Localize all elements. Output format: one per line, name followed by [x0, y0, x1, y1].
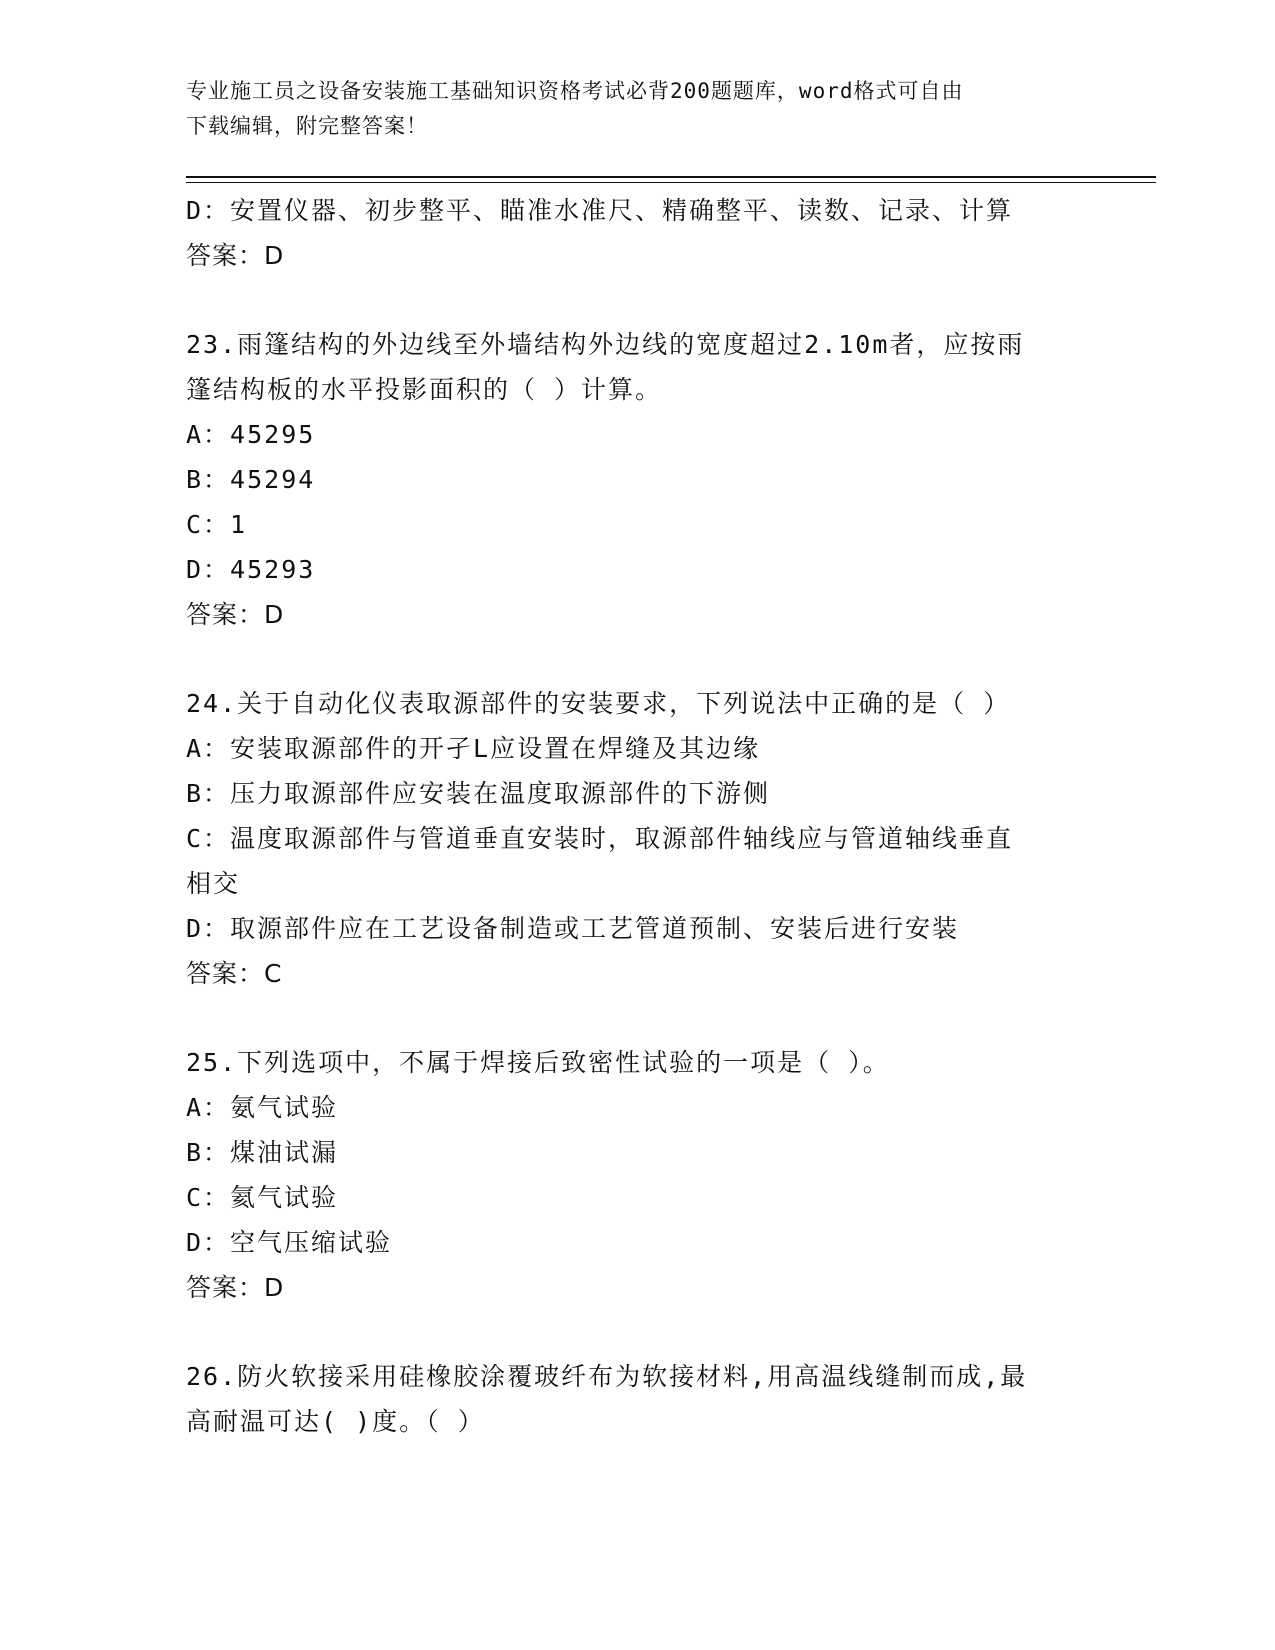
- option-d: D：空气压缩试验: [186, 1228, 393, 1257]
- option-a: A：45295: [186, 420, 316, 449]
- question-stem: 24.关于自动化仪表取源部件的安装要求，下列说法中正确的是（ ）: [186, 689, 1011, 718]
- question-list: [186, 188, 1086, 1444]
- option-a: A：安装取源部件的开孑L应设置在焊缝及其边缘: [186, 734, 761, 763]
- question-23: [186, 322, 1086, 637]
- question-25: [186, 1040, 1086, 1310]
- question-stem-continued: 高耐温可达( )度。（ ）: [186, 1407, 485, 1436]
- question-24: [186, 681, 1086, 996]
- option-d: D：45293: [186, 555, 316, 584]
- answer-label: 答案：D: [186, 241, 285, 270]
- option-d: D：取源部件应在工艺设备制造或工艺管道预制、安装后进行安装: [186, 914, 960, 943]
- option-c-continued: 相交: [186, 869, 241, 898]
- spacer: [186, 1310, 1086, 1354]
- option-a: A：氨气试验: [186, 1093, 339, 1122]
- question-26: [186, 1354, 1086, 1444]
- question-22-tail: [186, 188, 1086, 278]
- answer-label: 答案：D: [186, 600, 285, 629]
- spacer: [186, 278, 1086, 322]
- answer-label: 答案：D: [186, 1273, 285, 1302]
- question-stem: 25.下列选项中，不属于焊接后致密性试验的一项是（ ）。: [186, 1048, 890, 1077]
- option-d: D：安置仪器、初步整平、瞄准水准尺、精确整平、读数、记录、计算: [186, 196, 1014, 225]
- header-rule-thin: [186, 182, 1156, 183]
- header-rule-thick: [186, 176, 1156, 178]
- option-c: C：氦气试验: [186, 1183, 339, 1212]
- question-stem: 26.防火软接采用硅橡胶涂覆玻纤布为软接材料,用高温线缝制而成,最: [186, 1362, 1028, 1391]
- option-c: C：1: [186, 510, 248, 539]
- option-b: B：煤油试漏: [186, 1138, 339, 1167]
- document-header: [186, 74, 1066, 144]
- spacer: [186, 637, 1086, 681]
- header-line-2: 下载编辑，附完整答案！: [186, 114, 428, 138]
- answer-label: 答案：C: [186, 959, 283, 988]
- option-c: C：温度取源部件与管道垂直安装时，取源部件轴线应与管道轴线垂直: [186, 824, 1014, 853]
- question-stem: 23.雨篷结构的外边线至外墙结构外边线的宽度超过2.10m者，应按雨: [186, 330, 1025, 359]
- option-b: B：压力取源部件应安装在温度取源部件的下游侧: [186, 779, 771, 808]
- header-line-1: 专业施工员之设备安装施工基础知识资格考试必背200题题库，word格式可自由: [186, 79, 964, 103]
- spacer: [186, 996, 1086, 1040]
- question-stem-continued: 篷结构板的水平投影面积的（ ）计算。: [186, 375, 663, 404]
- option-b: B：45294: [186, 465, 316, 494]
